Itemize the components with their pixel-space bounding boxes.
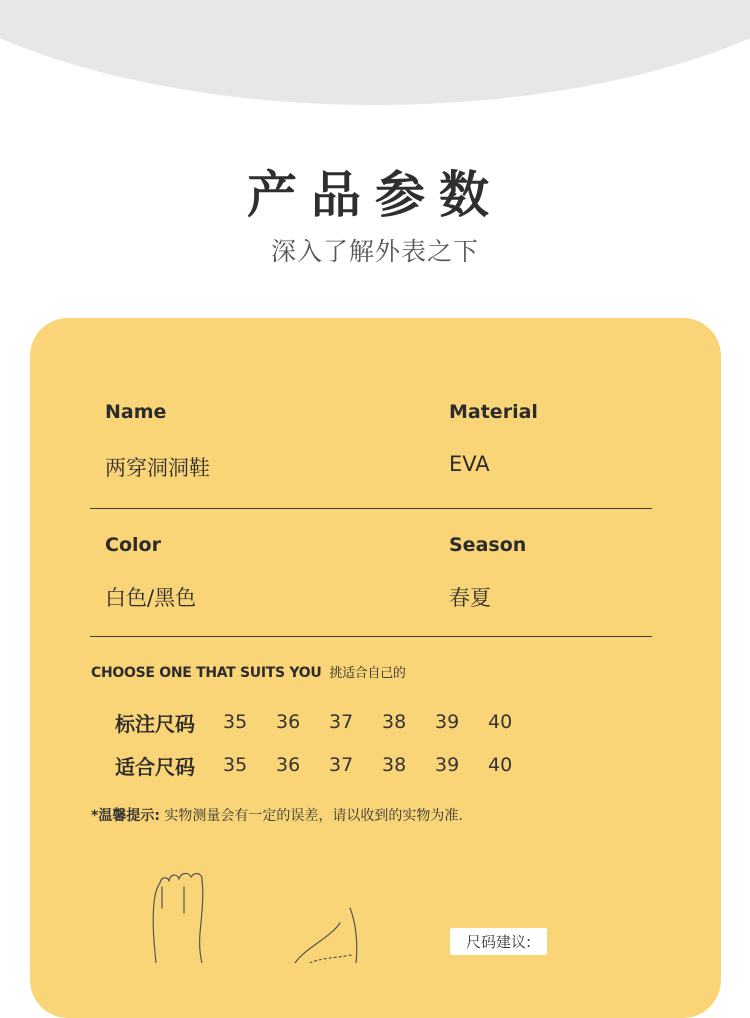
size-row-label: 适合尺码 [115, 754, 195, 779]
size-value: 35 [223, 711, 248, 733]
top-arc-decoration [0, 0, 750, 105]
size-advice-tag: 尺码建议: [450, 928, 547, 955]
warm-tip-prefix: *温馨提示: [91, 808, 160, 824]
material-label: Material [449, 401, 538, 423]
page-subtitle: 深入了解外表之下 [270, 237, 479, 266]
name-value: 两穿洞洞鞋 [105, 456, 210, 480]
size-value: 39 [435, 754, 460, 776]
size-row-labeled [115, 707, 541, 737]
size-value: 38 [382, 711, 407, 733]
warm-tip [91, 805, 463, 825]
foot-outline-icon [153, 873, 203, 963]
size-value: 36 [276, 754, 301, 776]
size-value: 37 [329, 754, 354, 776]
page-title: 产品参数 [247, 166, 503, 224]
ankle-outline-icon [295, 908, 357, 963]
size-heading [91, 662, 406, 681]
size-row-suitable [115, 750, 541, 780]
season-value: 春夏 [449, 586, 491, 610]
size-value: 39 [435, 711, 460, 733]
size-heading-cn: 挑适合自己的 [329, 666, 406, 681]
size-value: 37 [329, 711, 354, 733]
color-label: Color [105, 534, 161, 556]
color-value: 白色/黑色 [105, 586, 197, 610]
size-value: 38 [382, 754, 407, 776]
divider [90, 508, 652, 509]
foot-illustration [140, 863, 370, 963]
season-label: Season [449, 534, 527, 556]
size-row-label: 标注尺码 [115, 711, 195, 736]
size-value: 36 [276, 711, 301, 733]
size-heading-en: CHOOSE ONE THAT SUITS YOU [91, 665, 322, 681]
spec-card [30, 318, 721, 1018]
divider [90, 636, 652, 637]
size-value: 35 [223, 754, 248, 776]
material-value: EVA [449, 452, 490, 476]
size-value: 40 [488, 711, 513, 733]
warm-tip-text: 实物测量会有一定的误差，请以收到的实物为准. [164, 808, 463, 824]
name-label: Name [105, 401, 167, 423]
size-value: 40 [488, 754, 513, 776]
